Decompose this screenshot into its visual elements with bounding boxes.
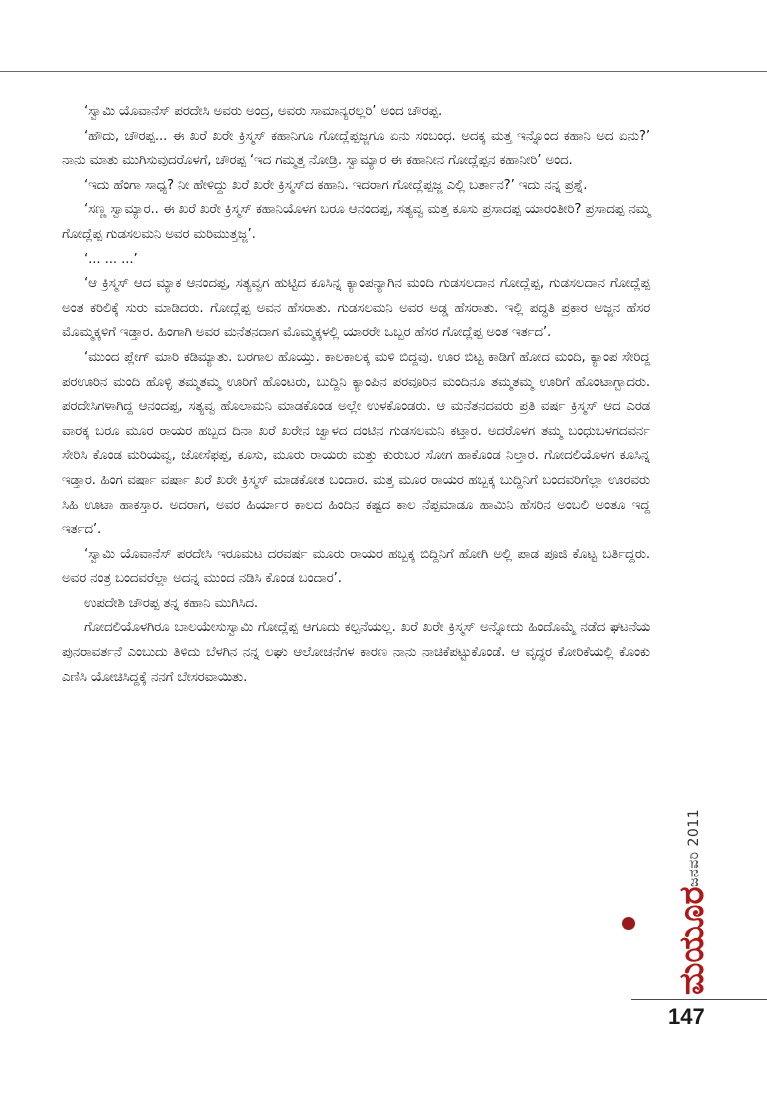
issue-date: ಜನವರಿ 2011 xyxy=(686,808,702,887)
magazine-logo: ಮಯೂರ xyxy=(672,886,712,995)
red-dot-icon xyxy=(622,917,635,930)
paragraph: ‘ಸಣ್ಣ ಸ್ವಾಮ್ಯಾರ.. ಈ ಖರೆ ಖರೇ ಕ್ರಿಸ್ಮಸ್ ಕಹಾನಿಯೊಳಗ ಬರೂ ಆನಂದಪ್ಪ, ಸತ್ಯವ್ವ ಮತ್ತ ಕೂಸು ಪ್ರಸಾದಪ್ಪ ಯಾರಂತೀರಿ? ಪ್ರಸಾದಪ್ಪ ನಮ್ಮ ಗೋದ್ಲೆಪ್ಪ ಗುಡಸಲಮನಿ ಅವರ ಮರಿಮುತ್ತಜ್ಜ’. xyxy=(62,202,650,242)
paragraph: ‘ಹೌದು, ಚೌರಪ್ಪ... ಈ ಖರೆ ಖರೇ ಕ್ರಿಸ್ಮಸ್ ಕಹಾನಿಗೂ ಗೋದ್ಲೆಪ್ಪಜ್ಜಗೂ ಏನು ಸಂಬಂಧ. ಅದಕ್ಕ ಮತ್ತ ಇನ್ನೊಂದ ಕಹಾನಿ ಅದ ಏನು?’ ನಾನು ಮಾತು ಮುಗಿಸುವುದರೊಳಗೆ, ಚೌರಪ್ಪ ‘ಇದ ಗಮ್ಮತ್ತ ನೋಡ್ರಿ. ಸ್ವಾಮ್ಯಾರ ಈ ಕಹಾನೀನ ಗೋದ್ಲೆಪ್ಪನ ಕಹಾನೀರಿ’ ಅಂದ. xyxy=(62,128,650,169)
paragraph: ‘ಮುಂದ ಪ್ಲೇಗ್ ಮಾರಿ ಕಡಿಮ್ಯಾತು. ಬರಗಾಲ ಹೊಯ್ತು. ಕಾಲಕಾಲಕ್ಕ ಮಳಿ ಬಿದ್ದವು. ಊರ ಬಿಟ್ಟ ಕಾಡಿಗೆ ಹೋದ ಮಂದಿ, ಕ್ಯಾಂಪ ಸೇರಿದ್ದ ಪರಊರಿನ ಮಂದಿ ಹೊಳ್ಳಿ ತಮ್ಮತಮ್ಮ ಊರಿಗೆ ಹೊಂಟರು, ಬುದ್ದಿನಿ ಕ್ಯಾಂಪಿನ ಪರವೂರಿನ ಮಂದಿನೂ ತಮ್ಮತಮ್ಮ ಊರಿಗೆ ಹೊಂಟಾಗ್ಬಾದರು. ಪರದೇಸಿಗಳಾಗಿದ್ದ ಆನಂದಪ್ಪ, ಸತ್ಯವ್ವ ಹೊಲಾಮನಿ ಮಾಡಕೊಂಡ ಅಲ್ಲೇ ಉಳಕೊಂಡರು. ಆ ಮನೆತನದವರು ಪ್ರತಿ ವರ್ಷ ಕ್ರಿಸ್ಮಸ್ ಆದ ಎರಡ ವಾರಕ್ಕ ಬರೂ ಮೂರ ರಾಯರ ಹಬ್ಬದ ದಿನಾ ಖರೆ ಖರೇನ ಜ್ವಾಳದ ದಂಟಿನ ಗುಡಸಲಮನಿ ಕಟ್ತಾರ. ಅದರೊಳಗ ತಮ್ಮ ಬಂಧುಬಳಗದವರ್ನ ಸೇರಿಸಿ ಕೊಂಡ ಮರಿಯವ್ವ, ಜೋಸೆಫಪ್ಪ, ಕೂಸು, ಮೂರು ರಾಯರು ಮತ್ತು ಕುರುಬರ ಸೋಗ ಹಾಕೊಂಡ ನಿಲ್ತಾರ. ಗೋದಲಿಯೊಳಗ ಕೂಸಿನ್ನ ಇಡ್ತಾರ. ಹಿಂಗ ವರ್ಷಾ ವರ್ಷಾ ಖರೆ ಖರೇ ಕ್ರಿಸ್ಮಸ್ ಮಾಡಕೋತ ಬಂದಾರ. ಮತ್ತ ಮೂರ ರಾಯರ ಹಬ್ಬಕ್ಕ ಬುದ್ದಿನಿಗೆ ಬಂದವರಿಗೆಲ್ಲಾ ಊರವರು ಸಿಹಿ ಊಟಾ ಹಾಕಸ್ತಾರ. ಅದರಾಗ, ಅವರ ಹಿರ್ಯಾರ ಕಾಲದ ಹಿಂದಿನ ಕಷ್ಟದ ಕಾಲ ನೆಪ್ಪಮಾಡೂ ಹಾಮಿನಿ ಹೆಸರಿನ ಅಂಬಲಿ ಅಂತೂ ಇದ್ದ ಇರ್ತದ’. xyxy=(62,349,650,538)
paragraph: ‘ಸ್ವಾಮಿ ಯೊವಾನೆಸ್ ಪರದೇಸಿ ಅವರು ಅಂದ್ರ, ಅವರು ಸಾಮಾನ್ಯರಲ್ಲರಿ’ ಅಂದ ಚೌರಪ್ಪ. xyxy=(84,104,443,119)
paragraph: ‘ಇದು ಹೆಂಗಾ ಸಾಧ್ಯ? ನೀ ಹೇಳಿದ್ದು ಖರೆ ಖರೇ ಕ್ರಿಸ್ಮಸ್‌ದ ಕಹಾನಿ. ಇದರಾಗ ಗೋದ್ಲೆಪ್ಪಜ್ಜ ಎಲ್ಲಿ ಬರ್ತಾನ?’ ಇದು ನನ್ನ ಪ್ರಶ್ನೆ. xyxy=(84,177,588,193)
paragraph: ‘ಸ್ವಾಮಿ ಯೊವಾನೆಸ್ ಪರದೇಸಿ ಇರೂಮಟ ದರವರ್ಷ ಮೂರು ರಾಯರ ಹಬ್ಬಕ್ಕ ಬಿದ್ದಿನಿಗೆ ಹೋಗಿ ಅಲ್ಲಿ ಪಾಡ ಪೂಜಿ ಕೊಟ್ಟ ಬರ್ತಿದ್ದರು. ಅವರ ನಂತ್ರ ಬಂದವರೆಲ್ಲಾ ಅದನ್ನ ಮುಂದ ನಡಿಸಿ ಕೊಂಡ ಬಂದಾರ’. xyxy=(62,546,650,587)
paragraph: ‘... ... ...’ xyxy=(84,251,138,267)
article-body xyxy=(62,100,650,690)
paragraph: ಗೋದಲಿಯೊಳಗಿರೂ ಬಾಲಯೇಸುಸ್ವಾಮಿ ಗೋದ್ಲೆಪ್ಪ ಆಗೂದು ಕಲ್ಪನೆಯಲ್ಲ. ಖರೆ ಖರೇ ಕ್ರಿಸ್ಮಸ್ ಅನ್ನೋದು ಹಿಂದೊಮ್ಮೆ ನಡೆದ ಘಟನೆಯ ಪುನರಾವರ್ತನೆ ಎಂಬುದು ತಿಳಿದು ಬೆಳಗಿನ ನನ್ನ ಲಘು ಆಲೋಚನೆಗಳ ಕಾರಣ ನಾನು ನಾಚಿಕೆಪಟ್ಟುಕೊಂಡೆ. ಆ ವೃದ್ಧರ ಕೋರಿಕೆಯಲ್ಲಿ ಕೊಂಕು ಎಣಿಸಿ ಯೋಚಿಸಿದ್ದಕ್ಕೆ ನನಗೆ ಬೇಸರವಾಯಿತು. xyxy=(62,620,650,685)
paragraph: ‘ಆ ಕ್ರಿಸ್ಮಸ್ ಆದ ಮ್ಯಾಕ ಆನಂದಪ್ಪ, ಸತ್ಯವ್ವಗ ಹುಟ್ಟಿದ ಕೂಸಿನ್ನ ಕ್ಯಾಂಪನ್ಯಾಗಿನ ಮಂದಿ ಗುಡಸಲದಾನ ಗೋದ್ಲೆಪ್ಪ, ಗುಡಸಲದಾನ ಗೋದ್ಲೆಪ್ಪ ಅಂತ ಕರಿಲಿಕ್ಕೆ ಸುರು ಮಾಡಿದರು. ಗೋದ್ಲೆಪ್ಪ ಅವನ ಹೆಸರಾತು. ಗುಡಸಲಮನಿ ಅವರ ಅಡ್ಡ ಹೆಸರಾತು. ಇಲ್ಲಿ ಪದ್ಧತಿ ಪ್ರಕಾರ ಅಜ್ಜನ ಹೆಸರ ಮೊಮ್ಮಕ್ಕಳಿಗೆ ಇಡ್ತಾರ. ಹಿಂಗಾಗಿ ಅವರ ಮನೆತನದಾಗ ಮೊಮ್ಮಕ್ಕಳಲ್ಲಿ ಯಾರರೇ ಒಬ್ಬರ ಹೆಸರ ಗೋದ್ಲೆಪ್ಪ ಅಂತ ಇರ್ತದ’. xyxy=(62,276,650,341)
footer-rule xyxy=(631,999,767,1000)
paragraph: ಉಪದೇಶಿ ಚೌರಪ್ಪ ತನ್ನ ಕಹಾನಿ ಮುಗಿಸಿದ. xyxy=(84,595,259,611)
page-number: 147 xyxy=(668,1004,705,1029)
top-rule xyxy=(0,71,767,72)
